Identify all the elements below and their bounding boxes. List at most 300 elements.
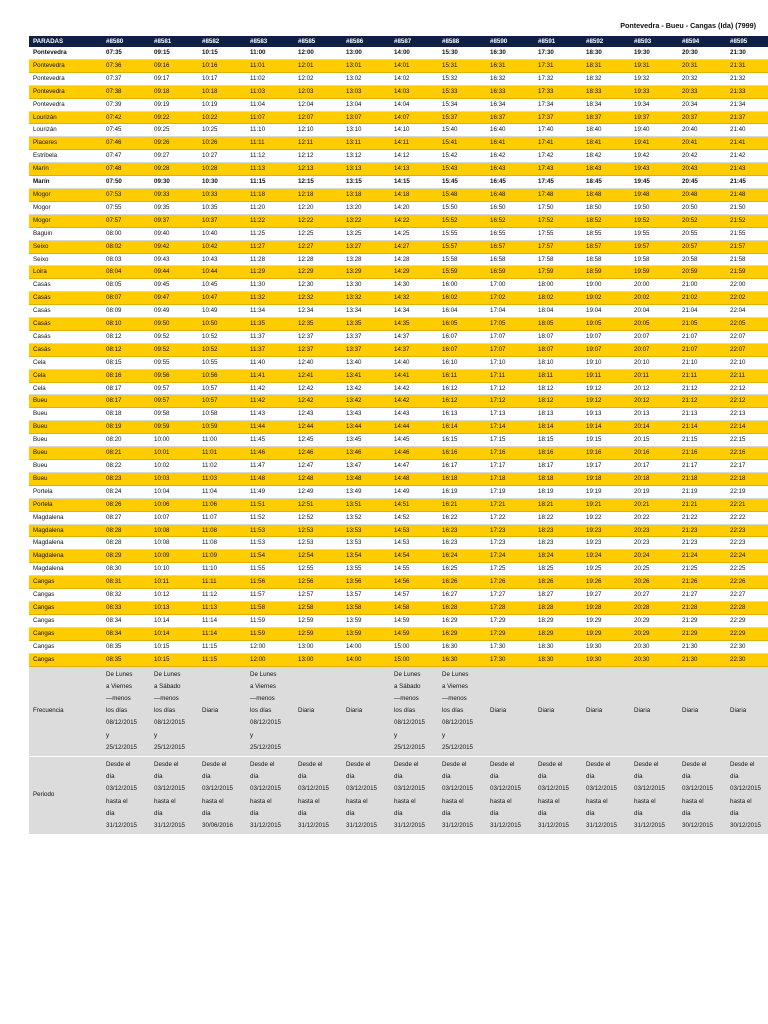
time-cell: 13:53: [342, 537, 390, 550]
frecuencia-row-cell: [726, 666, 768, 756]
time-cell: 13:13: [342, 163, 390, 176]
periodo-row-line: Desde el: [154, 760, 179, 768]
time-cell: 13:40: [342, 356, 390, 369]
time-cell: 12:57: [294, 589, 342, 602]
time-cell: 13:03: [342, 85, 390, 98]
time-cell: 18:45: [582, 176, 630, 189]
periodo-row-line: Desde el: [730, 760, 755, 768]
frecuencia-row-cell: [246, 666, 294, 756]
time-cell: 18:22: [534, 511, 582, 524]
periodo-row-line: 03/12/2015: [394, 785, 425, 793]
table-row: [29, 472, 768, 485]
time-cell: 20:11: [630, 369, 678, 382]
stop-name: Cangas: [29, 653, 102, 666]
periodo-row-line: día: [442, 773, 451, 781]
time-cell: 20:52: [678, 214, 726, 227]
time-cell: 19:07: [582, 330, 630, 343]
stop-name: Placeres: [29, 137, 102, 150]
time-cell: 16:14: [438, 421, 486, 434]
frecuencia-row-cell: [486, 666, 534, 756]
time-cell: 12:11: [294, 137, 342, 150]
time-cell: 16:23: [438, 524, 486, 537]
time-cell: 21:45: [726, 176, 768, 189]
time-cell: 09:59: [150, 421, 198, 434]
time-cell: 17:00: [486, 279, 534, 292]
time-cell: 13:47: [342, 460, 390, 473]
time-cell: 12:02: [294, 72, 342, 85]
time-cell: 14:35: [390, 318, 438, 331]
periodo-row-line: Desde el: [634, 760, 659, 768]
time-cell: 17:15: [486, 434, 534, 447]
header-trip: #8595: [726, 36, 768, 47]
time-cell: 21:34: [726, 98, 768, 111]
time-cell: 10:35: [198, 201, 246, 214]
time-cell: 13:58: [342, 601, 390, 614]
table-row: [29, 124, 768, 137]
time-cell: 17:21: [486, 498, 534, 511]
time-cell: 18:12: [534, 382, 582, 395]
time-cell: 10:14: [150, 627, 198, 640]
periodo-row-line: 03/12/2015: [538, 785, 569, 793]
time-cell: 17:05: [486, 318, 534, 331]
header-trip: #8580: [102, 36, 150, 47]
time-cell: 11:32: [246, 292, 294, 305]
time-cell: 22:00: [726, 279, 768, 292]
periodo-row-line: día: [154, 809, 163, 817]
frecuencia-row-line: —menos: [250, 694, 275, 702]
time-cell: 21:16: [678, 447, 726, 460]
time-cell: 07:50: [102, 176, 150, 189]
frecuencia-row-cell: [102, 666, 150, 756]
time-cell: 19:32: [630, 72, 678, 85]
time-cell: 20:23: [630, 537, 678, 550]
time-cell: 11:04: [198, 485, 246, 498]
time-cell: 08:12: [102, 343, 150, 356]
time-cell: 13:34: [342, 305, 390, 318]
periodo-row-line: 03/12/2015: [586, 785, 617, 793]
time-cell: 07:36: [102, 59, 150, 72]
stop-name: Baguin: [29, 227, 102, 240]
time-cell: 14:04: [390, 98, 438, 111]
time-cell: 15:59: [438, 266, 486, 279]
periodo-row-line: hasta el: [202, 797, 224, 805]
time-cell: 16:26: [438, 576, 486, 589]
time-cell: 21:25: [678, 563, 726, 576]
time-cell: 12:15: [294, 176, 342, 189]
periodo-row-line: Desde el: [298, 760, 323, 768]
frecuencia-row-line: a Sábado: [394, 682, 421, 690]
time-cell: 10:02: [150, 460, 198, 473]
time-cell: 09:57: [150, 395, 198, 408]
time-cell: 21:27: [678, 589, 726, 602]
time-cell: 21:23: [678, 524, 726, 537]
time-cell: 07:45: [102, 124, 150, 137]
time-cell: 22:12: [726, 382, 768, 395]
time-cell: 21:17: [678, 460, 726, 473]
time-cell: 11:08: [198, 524, 246, 537]
periodo-row-line: 31/12/2015: [634, 821, 665, 829]
time-cell: 08:15: [102, 356, 150, 369]
frecuencia-row-line: —menos: [394, 694, 419, 702]
time-cell: 10:26: [198, 137, 246, 150]
table-row: [29, 589, 768, 602]
table-row: [29, 614, 768, 627]
time-cell: 19:02: [582, 292, 630, 305]
time-cell: 19:12: [582, 382, 630, 395]
frecuencia-row-line: y: [154, 731, 158, 739]
time-cell: 14:51: [390, 498, 438, 511]
time-cell: 13:53: [342, 524, 390, 537]
time-cell: 17:12: [486, 395, 534, 408]
time-cell: 10:40: [198, 227, 246, 240]
time-cell: 16:25: [438, 563, 486, 576]
time-cell: 15:30: [438, 47, 486, 59]
frecuencia-row-line: 08/12/2015: [442, 719, 473, 727]
time-cell: 18:14: [534, 421, 582, 434]
time-cell: 12:59: [294, 627, 342, 640]
periodo-row-cell: [486, 756, 534, 834]
periodo-row-line: 03/12/2015: [682, 785, 713, 793]
time-cell: 19:19: [582, 485, 630, 498]
time-cell: 11:07: [246, 111, 294, 124]
time-cell: 08:33: [102, 601, 150, 614]
time-cell: 19:07: [582, 343, 630, 356]
periodo-row-line: día: [346, 809, 355, 817]
time-cell: 13:00: [294, 653, 342, 666]
time-cell: 09:52: [150, 343, 198, 356]
frecuencia-row-line: 08/12/2015: [154, 719, 185, 727]
time-cell: 13:42: [342, 395, 390, 408]
time-cell: 11:15: [246, 176, 294, 189]
table-row: [29, 369, 768, 382]
time-cell: 19:14: [582, 421, 630, 434]
time-cell: 18:07: [534, 330, 582, 343]
time-cell: 12:48: [294, 472, 342, 485]
time-cell: 10:57: [198, 395, 246, 408]
time-cell: 14:55: [390, 563, 438, 576]
time-cell: 20:42: [678, 150, 726, 163]
time-cell: 11:03: [246, 85, 294, 98]
time-cell: 08:05: [102, 279, 150, 292]
time-cell: 20:10: [630, 356, 678, 369]
time-cell: 10:47: [198, 292, 246, 305]
time-cell: 10:11: [150, 576, 198, 589]
time-cell: 12:34: [294, 305, 342, 318]
time-cell: 16:30: [438, 640, 486, 653]
stop-name: Casás: [29, 305, 102, 318]
time-cell: 10:56: [198, 369, 246, 382]
time-cell: 17:28: [486, 601, 534, 614]
time-cell: 21:40: [726, 124, 768, 137]
stop-name: Casás: [29, 318, 102, 331]
time-cell: 20:02: [630, 292, 678, 305]
time-cell: 19:22: [582, 511, 630, 524]
time-cell: 20:16: [630, 447, 678, 460]
time-cell: 16:30: [438, 653, 486, 666]
periodo-row-line: día: [202, 809, 211, 817]
header-trip: #8593: [630, 36, 678, 47]
frecuencia-row-cell: [630, 666, 678, 756]
periodo-row-cell: [582, 756, 630, 834]
time-cell: 11:34: [246, 305, 294, 318]
time-cell: 19:04: [582, 305, 630, 318]
time-cell: 17:43: [534, 163, 582, 176]
stop-name: Magdalena: [29, 563, 102, 576]
time-cell: 20:41: [678, 137, 726, 150]
time-cell: 09:43: [150, 253, 198, 266]
time-cell: 20:24: [630, 550, 678, 563]
time-cell: 19:16: [582, 447, 630, 460]
stop-name: Mogor: [29, 188, 102, 201]
periodo-row-line: 31/12/2015: [586, 821, 617, 829]
time-cell: 18:07: [534, 343, 582, 356]
time-cell: 19:40: [630, 124, 678, 137]
table-row: [29, 111, 768, 124]
table-row: [29, 201, 768, 214]
time-cell: 13:27: [342, 240, 390, 253]
periodo-row-line: 31/12/2015: [250, 821, 281, 829]
time-cell: 11:11: [198, 576, 246, 589]
time-cell: 19:42: [630, 150, 678, 163]
time-cell: 13:42: [342, 382, 390, 395]
time-cell: 12:04: [294, 98, 342, 111]
time-cell: 21:43: [726, 163, 768, 176]
time-cell: 16:10: [438, 356, 486, 369]
time-cell: 10:43: [198, 253, 246, 266]
time-cell: 17:29: [486, 614, 534, 627]
table-row: [29, 563, 768, 576]
time-cell: 10:44: [198, 266, 246, 279]
time-cell: 14:07: [390, 111, 438, 124]
time-cell: 21:30: [678, 640, 726, 653]
time-cell: 16:07: [438, 330, 486, 343]
table-row: [29, 137, 768, 150]
time-cell: 10:52: [198, 343, 246, 356]
time-cell: 15:00: [390, 653, 438, 666]
periodo-row-line: 30/12/2015: [682, 821, 713, 829]
time-cell: 12:44: [294, 421, 342, 434]
time-cell: 17:23: [486, 524, 534, 537]
time-cell: 08:23: [102, 472, 150, 485]
time-cell: 13:11: [342, 137, 390, 150]
periodo-row-line: día: [298, 773, 307, 781]
time-cell: 20:12: [630, 395, 678, 408]
time-cell: 14:10: [390, 124, 438, 137]
time-cell: 10:22: [198, 111, 246, 124]
time-cell: 13:41: [342, 369, 390, 382]
time-cell: 16:23: [438, 537, 486, 550]
time-cell: 21:13: [678, 408, 726, 421]
time-cell: 16:57: [486, 240, 534, 253]
time-cell: 14:02: [390, 72, 438, 85]
time-cell: 20:18: [630, 472, 678, 485]
periodo-row-line: 30/06/2016: [202, 821, 233, 829]
frecuencia-row-line: los días: [154, 707, 176, 715]
time-cell: 22:02: [726, 292, 768, 305]
time-cell: 09:16: [150, 59, 198, 72]
page-title: Pontevedra - Bueu - Cangas (Ida) (7999): [620, 21, 756, 30]
time-cell: 12:32: [294, 292, 342, 305]
time-cell: 12:13: [294, 163, 342, 176]
time-cell: 14:27: [390, 240, 438, 253]
time-cell: 11:18: [246, 188, 294, 201]
periodo-row-line: 03/12/2015: [490, 785, 521, 793]
time-cell: 12:52: [294, 511, 342, 524]
time-cell: 11:41: [246, 369, 294, 382]
header-trip: #8583: [246, 36, 294, 47]
time-cell: 14:32: [390, 292, 438, 305]
table-row: [29, 485, 768, 498]
time-cell: 14:54: [390, 550, 438, 563]
time-cell: 21:10: [678, 356, 726, 369]
time-cell: 20:34: [678, 98, 726, 111]
time-cell: 20:22: [630, 511, 678, 524]
time-cell: 11:44: [246, 421, 294, 434]
time-cell: 14:30: [390, 279, 438, 292]
time-cell: 11:12: [198, 589, 246, 602]
time-cell: 11:01: [246, 59, 294, 72]
time-cell: 18:30: [534, 653, 582, 666]
time-cell: 11:04: [246, 98, 294, 111]
time-cell: 12:42: [294, 395, 342, 408]
table-row: [29, 214, 768, 227]
time-cell: 09:28: [150, 163, 198, 176]
time-cell: 11:37: [246, 330, 294, 343]
time-cell: 15:32: [438, 72, 486, 85]
time-cell: 12:45: [294, 434, 342, 447]
time-cell: 18:17: [534, 460, 582, 473]
time-cell: 12:00: [294, 47, 342, 59]
periodo-row-line: 31/12/2015: [346, 821, 377, 829]
time-cell: 10:45: [198, 279, 246, 292]
time-cell: 11:11: [246, 137, 294, 150]
time-cell: 14:00: [390, 47, 438, 59]
time-cell: 16:29: [438, 614, 486, 627]
time-cell: 20:50: [678, 201, 726, 214]
time-cell: 20:30: [630, 640, 678, 653]
periodo-row-line: día: [490, 809, 499, 817]
time-cell: 13:25: [342, 227, 390, 240]
time-cell: 17:17: [486, 460, 534, 473]
time-cell: 09:45: [150, 279, 198, 292]
time-cell: 22:15: [726, 434, 768, 447]
frecuencia-row-cell: [582, 666, 630, 756]
time-cell: 18:21: [534, 498, 582, 511]
time-cell: 19:05: [582, 318, 630, 331]
table-row: [29, 382, 768, 395]
time-cell: 21:55: [726, 227, 768, 240]
time-cell: 21:48: [726, 188, 768, 201]
time-cell: 16:19: [438, 485, 486, 498]
time-cell: 07:38: [102, 85, 150, 98]
time-cell: 10:10: [150, 563, 198, 576]
stop-name: Marín: [29, 176, 102, 189]
time-cell: 09:27: [150, 150, 198, 163]
frecuencia-row-line: De Lunes: [394, 670, 421, 678]
table-row: [29, 85, 768, 98]
time-cell: 11:00: [198, 434, 246, 447]
stop-name: Cangas: [29, 601, 102, 614]
time-cell: 17:30: [486, 640, 534, 653]
time-cell: 08:26: [102, 498, 150, 511]
time-cell: 21:23: [678, 537, 726, 550]
time-cell: 17:16: [486, 447, 534, 460]
time-cell: 18:26: [534, 576, 582, 589]
time-cell: 18:30: [582, 47, 630, 59]
time-cell: 21:18: [678, 472, 726, 485]
time-cell: 21:15: [678, 434, 726, 447]
table-row: [29, 59, 768, 72]
time-cell: 18:02: [534, 292, 582, 305]
time-cell: 12:07: [294, 111, 342, 124]
time-cell: 20:17: [630, 460, 678, 473]
time-cell: 08:28: [102, 537, 150, 550]
frecuencia-row-cell: [390, 666, 438, 756]
time-cell: 19:11: [582, 369, 630, 382]
time-cell: 14:28: [390, 253, 438, 266]
time-cell: 22:22: [726, 511, 768, 524]
frecuencia-row-line: Diaria: [202, 707, 219, 715]
time-cell: 15:37: [438, 111, 486, 124]
time-cell: 19:30: [630, 47, 678, 59]
time-cell: 11:09: [198, 550, 246, 563]
time-cell: 20:07: [630, 330, 678, 343]
periodo-row-line: día: [538, 809, 547, 817]
frecuencia-row-line: y: [394, 731, 398, 739]
table-row: [29, 434, 768, 447]
periodo-row-line: Desde el: [442, 760, 467, 768]
table-row: [29, 601, 768, 614]
periodo-row-line: Desde el: [346, 760, 371, 768]
time-cell: 11:37: [246, 343, 294, 356]
table-row: [29, 498, 768, 511]
time-cell: 20:29: [630, 614, 678, 627]
time-cell: 11:08: [198, 537, 246, 550]
time-cell: 10:42: [198, 240, 246, 253]
time-cell: 10:12: [150, 589, 198, 602]
time-cell: 17:07: [486, 343, 534, 356]
stop-name: Cela: [29, 382, 102, 395]
table-row: [29, 292, 768, 305]
time-cell: 12:58: [294, 601, 342, 614]
time-cell: 18:34: [582, 98, 630, 111]
time-cell: 10:50: [198, 318, 246, 331]
time-cell: 18:24: [534, 550, 582, 563]
table-row: [29, 227, 768, 240]
periodo-row-line: 03/12/2015: [298, 785, 329, 793]
time-cell: 15:41: [438, 137, 486, 150]
time-cell: 10:49: [198, 305, 246, 318]
frecuencia-row-line: 25/12/2015: [394, 743, 425, 751]
time-cell: 08:35: [102, 640, 150, 653]
time-cell: 22:12: [726, 395, 768, 408]
time-cell: 10:52: [198, 330, 246, 343]
stop-name: Loira: [29, 266, 102, 279]
time-cell: 13:57: [342, 589, 390, 602]
stop-name: Magdalena: [29, 537, 102, 550]
time-cell: 17:55: [534, 227, 582, 240]
table-row: [29, 460, 768, 473]
time-cell: 07:46: [102, 137, 150, 150]
time-cell: 18:57: [582, 240, 630, 253]
time-cell: 14:41: [390, 369, 438, 382]
time-cell: 14:57: [390, 589, 438, 602]
periodo-row-line: 03/12/2015: [634, 785, 665, 793]
time-cell: 22:30: [726, 640, 768, 653]
time-cell: 21:19: [678, 485, 726, 498]
time-cell: 17:12: [486, 382, 534, 395]
time-cell: 12:46: [294, 447, 342, 460]
